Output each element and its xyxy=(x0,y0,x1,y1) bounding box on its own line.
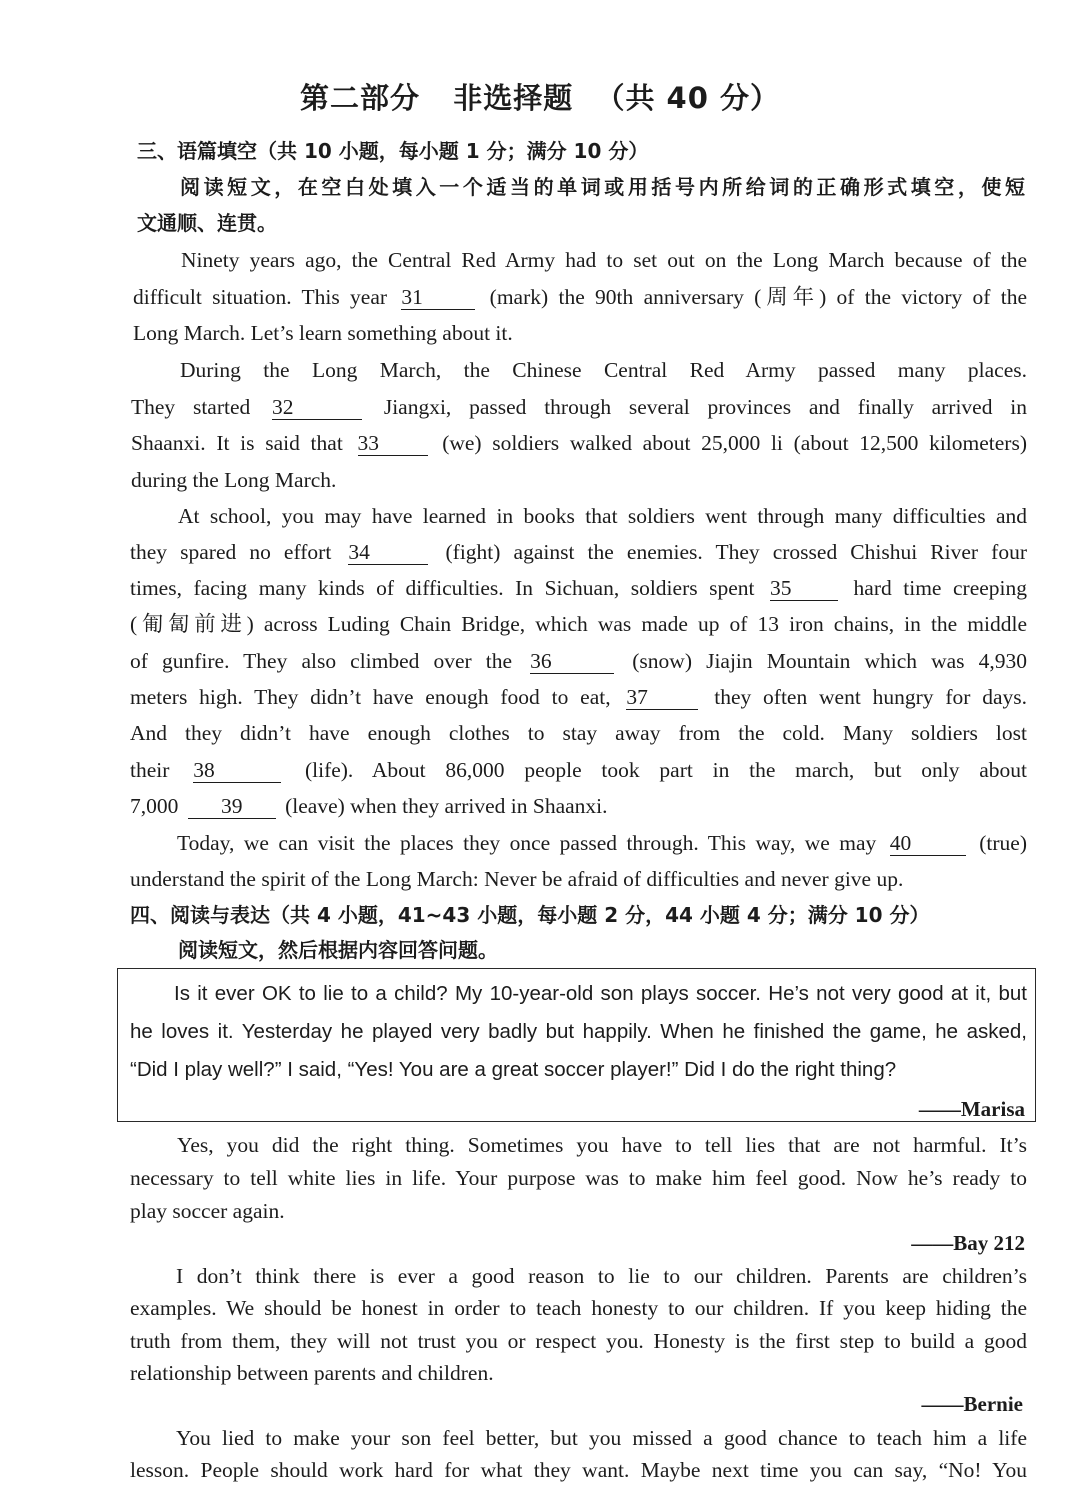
section3-instruction: 阅读短文，在空白处填入一个适当的单词或用括号内所给词的正确形式填空，使短 xyxy=(180,175,1025,199)
section4-heading: 四、阅读与表达（共 4 小题，41~43 小题，每小题 2 分，44 小题 4 分；满分 10 分） xyxy=(130,903,930,927)
passage-text: times, facing many kinds of difficulties. In Sichuan, soldiers spent xyxy=(130,576,755,600)
passage-text: hard time creeping xyxy=(853,576,1027,600)
passage-line xyxy=(130,537,1027,567)
passage-text: Shaanxi. It is said that xyxy=(131,431,343,455)
passage-line: (匍匐前进) across Luding Chain Bridge, which was made up of 13 iron chains, in the middle xyxy=(130,612,1027,636)
reply-line: relationship between parents and children. xyxy=(130,1361,494,1385)
passage-text: difficult situation. This year xyxy=(133,285,388,309)
reply-line: truth from them, they will not trust you or respect you. Honesty is the first step to build a good xyxy=(130,1329,1027,1353)
section3-heading: 三、语篇填空（共 10 小题，每小题 1 分；满分 10 分） xyxy=(137,139,649,163)
passage-text: (life). About 86,000 people took part in the march, but only about xyxy=(304,758,1028,782)
passage-line: Long March. Let’s learn something about it. xyxy=(133,321,513,345)
passage-line xyxy=(130,682,1027,712)
passage-text: (mark) the 90th anniversary (周年) of the victory of the xyxy=(489,285,1028,309)
blank-31[interactable]: 31 xyxy=(401,285,475,310)
passage-line: And they didn’t have enough clothes to stay away from the cold. Many soldiers lost xyxy=(130,721,1027,745)
signature-marisa: ——Marisa xyxy=(918,1097,1025,1121)
reply-line: I don’t think there is ever a good reason to lie to our children. Parents are children’s xyxy=(176,1264,1027,1288)
passage-line xyxy=(130,646,1027,676)
passage-text: 7,000 xyxy=(130,794,179,818)
passage-text: (we) soldiers walked about 25,000 li (about 12,500 kilometers) xyxy=(442,431,1027,455)
passage-text: meters high. They didn’t have enough food to eat, xyxy=(130,685,611,709)
passage-line xyxy=(130,791,608,821)
passage-line: At school, you may have learned in books that soldiers went through many difficulties and xyxy=(178,504,1027,528)
passage-text: they often went hungry for days. xyxy=(714,685,1028,709)
passage-line: During the Long March, the Chinese Central Red Army passed many places. xyxy=(180,358,1027,382)
blank-36[interactable]: 36 xyxy=(530,649,614,674)
section3-instruction-cont: 文通顺、连贯。 xyxy=(137,211,277,235)
passage-text: (fight) against the enemies. They crossed Chishui River four xyxy=(445,540,1027,564)
question-line: Is it ever OK to lie to a child? My 10-year-old son plays soccer. He’s not very good at it, but xyxy=(174,982,1027,1005)
passage-text: Today, we can visit the places they once passed through. This way, we may xyxy=(177,831,877,855)
passage-line: understand the spirit of the Long March: Never be afraid of difficulties and never give up. xyxy=(130,867,904,891)
question-line: “Did I play well?” I said, “Yes! You are a great soccer player!” Did I do the right thing? xyxy=(130,1058,897,1081)
blank-38[interactable]: 38 xyxy=(193,758,281,783)
passage-line: Ninety years ago, the Central Red Army had to set out on the Long March because of the xyxy=(181,248,1027,272)
reply-line: examples. We should be honest in order to teach honesty to our children. If you keep hiding the xyxy=(130,1296,1027,1320)
passage-line xyxy=(177,828,1027,858)
page-title: 第二部分 非选择题 （共 40 分） xyxy=(299,81,781,115)
blank-35[interactable]: 35 xyxy=(770,576,838,601)
reply-line: lesson. People should work hard for what they want. Maybe next time you can say, “No! You xyxy=(130,1458,1027,1482)
blank-39[interactable]: 39 xyxy=(188,794,276,819)
blank-33[interactable]: 33 xyxy=(358,431,428,456)
blank-34[interactable]: 34 xyxy=(348,540,428,565)
passage-text: (snow) Jiajin Mountain which was 4,930 xyxy=(632,649,1027,673)
passage-line xyxy=(131,428,1027,458)
passage-line: during the Long March. xyxy=(131,468,337,492)
passage-text: (leave) when they arrived in Shaanxi. xyxy=(285,794,608,818)
passage-text: they spared no effort xyxy=(130,540,332,564)
reply-line: necessary to tell white lies in life. Your purpose was to make him feel good. Now he’s ready to xyxy=(130,1166,1027,1190)
section4-instruction: 阅读短文，然后根据内容回答问题。 xyxy=(178,938,498,962)
passage-line xyxy=(133,282,1027,312)
reply-line: Yes, you did the right thing. Sometimes you have to tell lies that are not harmful. It’s xyxy=(177,1133,1027,1157)
blank-32[interactable]: 32 xyxy=(272,395,362,420)
signature-bernie: ——Bernie xyxy=(921,1392,1023,1416)
blank-40[interactable]: 40 xyxy=(890,831,966,856)
reply-line: play soccer again. xyxy=(130,1199,285,1223)
reply-line: You lied to make your son feel better, but you missed a good chance to teach him a life xyxy=(176,1426,1027,1450)
passage-line xyxy=(130,755,1027,785)
passage-text: their xyxy=(130,758,170,782)
passage-text: (true) xyxy=(979,831,1027,855)
blank-37[interactable]: 37 xyxy=(626,685,698,710)
passage-text: of gunfire. They also climbed over the xyxy=(130,649,513,673)
question-line: he loves it. Yesterday he played very badly but happily. When he finished the game, he asked, xyxy=(130,1020,1027,1043)
passage-line xyxy=(130,573,1027,603)
passage-text: They started xyxy=(131,395,251,419)
passage-text: Jiangxi, passed through several provinces and finally arrived in xyxy=(383,395,1027,419)
signature-bay-212: ——Bay 212 xyxy=(911,1231,1025,1255)
passage-line xyxy=(131,392,1027,422)
